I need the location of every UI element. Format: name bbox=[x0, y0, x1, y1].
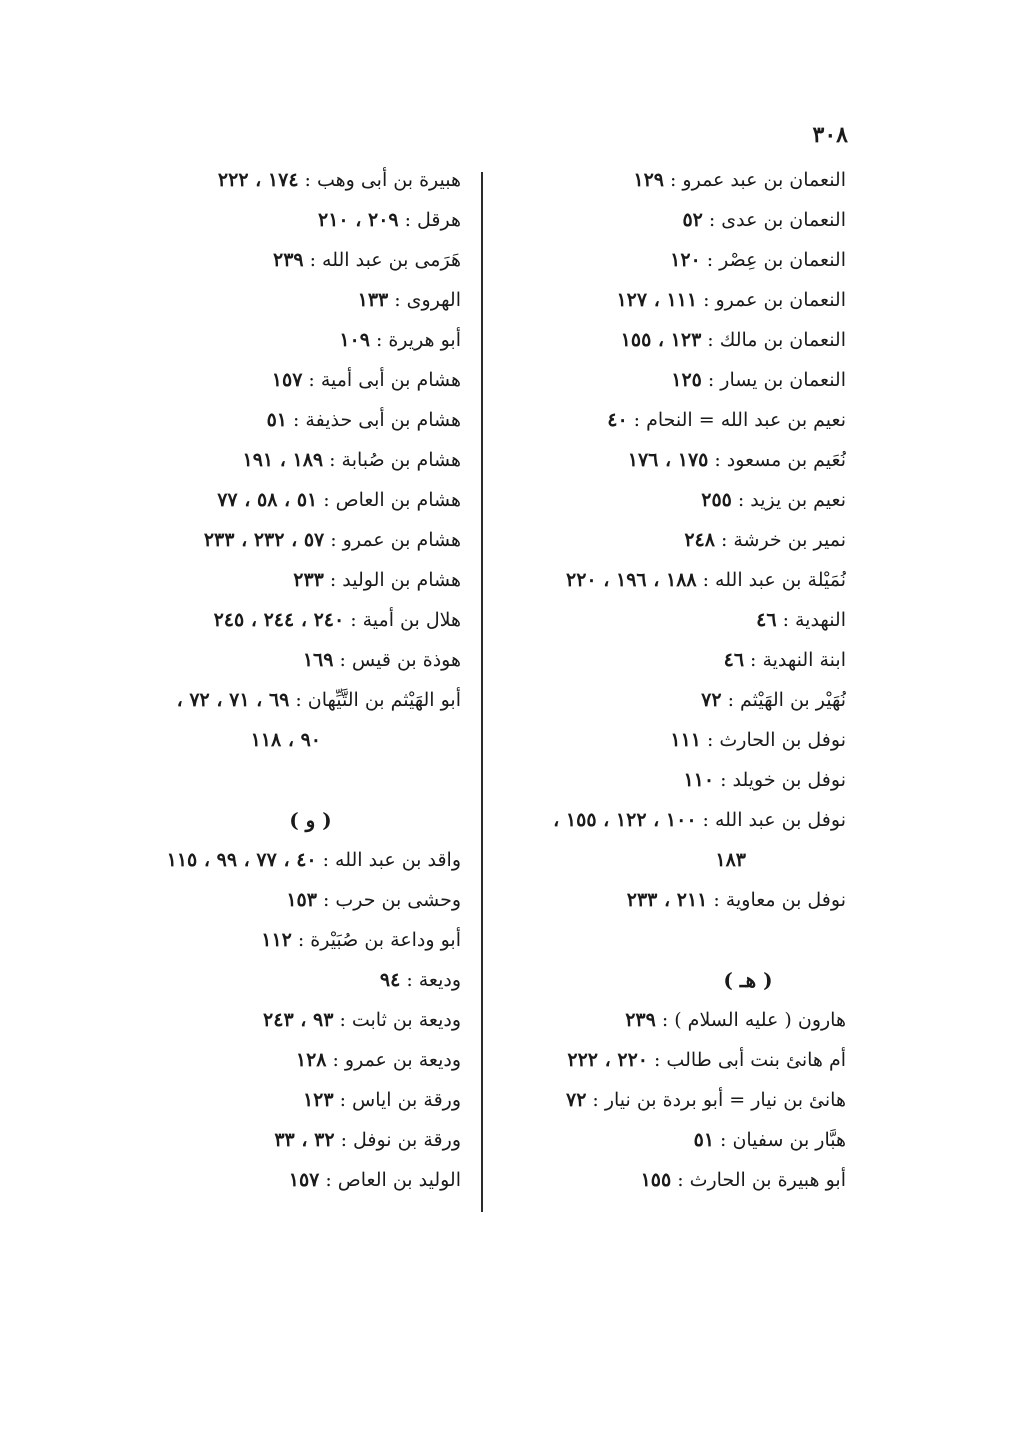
entry-separator: : bbox=[330, 529, 337, 551]
entry-separator: : bbox=[750, 649, 757, 671]
entry-pages: ٥٧ ، ٢٣٢ ، ٢٣٣ bbox=[203, 529, 325, 551]
entry-name: وديعة بن ثابت bbox=[351, 1009, 461, 1031]
blank-line bbox=[480, 920, 846, 960]
index-entry bbox=[70, 640, 461, 680]
entry-name: ورقة بن نوفل bbox=[352, 1129, 461, 1151]
entry-separator: : bbox=[339, 649, 346, 671]
index-entry-continuation bbox=[70, 720, 461, 760]
entry-pages: ١٨٣ bbox=[715, 849, 746, 871]
entry-separator: : bbox=[708, 209, 716, 231]
entry-separator: : bbox=[720, 1129, 727, 1151]
entry-pages: ١٥٥ bbox=[640, 1169, 672, 1191]
entry-pages: ٢٣٩ bbox=[625, 1009, 656, 1031]
index-entry bbox=[70, 1120, 461, 1160]
entry-separator: : bbox=[703, 289, 710, 311]
entry-name: نُهَيْر بن الهَيْثم bbox=[739, 689, 846, 711]
entry-pages: ٥١ ، ٥٨ ، ٧٧ bbox=[217, 489, 318, 511]
entry-separator: : bbox=[707, 369, 715, 391]
entry-pages: ٢١١ ، ٢٣٣ bbox=[626, 889, 708, 911]
entry-pages: ١٢٥ bbox=[671, 369, 702, 391]
entry-pages: ١٨٩ ، ١٩١ bbox=[242, 449, 324, 471]
entry-name: هبيرة بن أبى وهب bbox=[316, 169, 461, 191]
index-column-right bbox=[480, 160, 846, 1200]
entry-name: النعمان بن عدى bbox=[721, 209, 846, 231]
entry-separator: : bbox=[720, 769, 727, 791]
entry-separator: : bbox=[340, 1129, 347, 1151]
index-entry bbox=[70, 1160, 461, 1200]
index-entry bbox=[70, 880, 461, 920]
entry-separator: : bbox=[297, 929, 305, 951]
index-entry bbox=[480, 280, 846, 320]
index-entry bbox=[480, 1080, 846, 1120]
entry-name: النعمان بن عمرو bbox=[715, 289, 846, 311]
entry-name: واقد بن عبد الله bbox=[335, 849, 461, 871]
entry-pages: ١٥٣ bbox=[286, 889, 317, 911]
index-entry bbox=[70, 920, 461, 960]
index-entry bbox=[70, 200, 461, 240]
entry-separator: : bbox=[325, 1169, 332, 1191]
index-entry bbox=[480, 520, 846, 560]
section-heading: ( و ) bbox=[289, 808, 332, 832]
entry-pages: ١٥٧ bbox=[271, 369, 303, 391]
index-entry bbox=[480, 440, 846, 480]
entry-pages: ١٢٣ ، ١٥٥ bbox=[620, 329, 702, 351]
index-entry-continuation bbox=[480, 840, 846, 880]
index-entry bbox=[480, 360, 846, 400]
entry-separator: : bbox=[677, 1169, 684, 1191]
index-entry bbox=[70, 160, 461, 200]
index-entry bbox=[70, 280, 461, 320]
entry-name: نُعَيم بن مسعود bbox=[726, 449, 846, 471]
entry-name: هَرَمى بن عبد الله bbox=[322, 249, 461, 271]
entry-name: هوذة بن قيس bbox=[351, 649, 461, 671]
entry-separator: : bbox=[295, 689, 302, 711]
page-number: ٣٠٨ bbox=[812, 122, 848, 148]
entry-separator: : bbox=[308, 369, 315, 391]
index-column-left bbox=[70, 160, 461, 1200]
entry-pages: ١٢٣ bbox=[302, 1089, 334, 1111]
entry-pages: ٥١ bbox=[266, 409, 287, 431]
index-entry bbox=[480, 1120, 846, 1160]
entry-separator: : bbox=[633, 409, 641, 431]
entry-pages: ٣٢ ، ٣٣ bbox=[274, 1129, 335, 1151]
entry-name: هشام بن أبى أمية bbox=[320, 369, 461, 391]
index-entry bbox=[480, 760, 846, 800]
entry-separator: : bbox=[375, 329, 383, 351]
entry-name: هشام بن أبى حذيفة bbox=[305, 409, 461, 431]
entry-separator: : bbox=[737, 489, 745, 511]
index-entry bbox=[480, 160, 846, 200]
entry-pages: ١٧٤ ، ٢٢٢ bbox=[217, 169, 299, 191]
entry-separator: : bbox=[329, 449, 336, 471]
entry-separator: : bbox=[292, 409, 300, 431]
entry-name: النهدية bbox=[794, 609, 846, 631]
entry-name: هشام بن صُبابة bbox=[341, 449, 461, 471]
index-entry bbox=[480, 1160, 846, 1200]
index-entry bbox=[70, 320, 461, 360]
entry-name: النعمان بن عِصْر bbox=[719, 249, 846, 271]
entry-pages: ٢٢٠ ، ٢٢٢ bbox=[567, 1049, 649, 1071]
entry-name: ورقة بن اياس bbox=[352, 1089, 461, 1111]
entry-separator: : bbox=[329, 569, 337, 591]
entry-name: نمير بن خرشة bbox=[733, 529, 846, 551]
entry-separator: : bbox=[670, 169, 677, 191]
entry-separator: : bbox=[322, 889, 330, 911]
entry-name: هشام بن عمرو bbox=[342, 529, 461, 551]
index-entry bbox=[480, 600, 846, 640]
index-entry bbox=[70, 840, 461, 880]
entry-name: وديعة بن عمرو bbox=[344, 1049, 461, 1071]
index-entry bbox=[480, 480, 846, 520]
entry-pages: ١٠٩ bbox=[339, 329, 370, 351]
entry-pages: ٦٩ ، ٧١ ، ٧٢ ، bbox=[176, 689, 290, 711]
entry-name: وديعة bbox=[418, 969, 461, 991]
entry-separator: : bbox=[714, 449, 721, 471]
index-entry bbox=[480, 1040, 846, 1080]
entry-separator: : bbox=[702, 569, 710, 591]
index-entry bbox=[480, 200, 846, 240]
index-entry bbox=[480, 320, 846, 360]
index-entry bbox=[70, 680, 461, 720]
entry-name: النعمان بن عبد عمرو bbox=[682, 169, 846, 191]
entry-name: الوليد بن العاص bbox=[337, 1169, 461, 1191]
entry-name: النعمان بن مالك bbox=[719, 329, 846, 351]
index-entry bbox=[70, 440, 461, 480]
entry-name: هرقل bbox=[417, 209, 461, 231]
entry-name: نوفل بن معاوية bbox=[725, 889, 846, 911]
entry-pages: ٢٣٩ bbox=[272, 249, 304, 271]
entry-separator: : bbox=[404, 209, 412, 231]
entry-name: نعيم بن عبد الله = النحام bbox=[646, 409, 846, 431]
index-entry bbox=[480, 720, 846, 760]
entry-pages: ٥٢ bbox=[682, 209, 703, 231]
entry-separator: : bbox=[339, 1009, 346, 1031]
index-entry bbox=[70, 480, 461, 520]
entry-name: هشام بن الوليد bbox=[342, 569, 461, 591]
entry-pages: ١١١ bbox=[670, 729, 701, 751]
index-entry bbox=[70, 600, 461, 640]
entry-pages: ١٧٥ ، ١٧٦ bbox=[627, 449, 709, 471]
entry-name: هبَّار بن سفيان bbox=[732, 1129, 846, 1151]
entry-separator: : bbox=[706, 249, 714, 271]
entry-separator: : bbox=[350, 609, 357, 631]
entry-pages: ١٨٨ ، ١٩٦ ، ٢٢٠ bbox=[566, 569, 697, 591]
blank-line bbox=[70, 760, 461, 800]
entry-name: أبو هبيرة بن الحارث bbox=[689, 1169, 846, 1191]
entry-pages: ٩٤ bbox=[379, 969, 401, 991]
entry-name: نوفل بن عبد الله bbox=[714, 809, 846, 831]
index-entry bbox=[70, 400, 461, 440]
entry-pages: ٢٠٩ ، ٢١٠ bbox=[317, 209, 399, 231]
entry-pages: ١٠٠ ، ١٢٢ ، ١٥٥ ، bbox=[553, 809, 697, 831]
entry-name: أبو وداعة بن صُبَيْرة bbox=[310, 929, 461, 951]
entry-separator: : bbox=[406, 969, 413, 991]
entry-pages: ١٦٩ bbox=[302, 649, 334, 671]
section-heading: ( هـ ) bbox=[723, 968, 773, 992]
index-entry bbox=[480, 640, 846, 680]
entry-pages: ٧٢ bbox=[701, 689, 722, 711]
index-entry bbox=[70, 360, 461, 400]
entry-pages: ٤٦ bbox=[723, 649, 745, 671]
entry-pages: ٢٣٣ bbox=[293, 569, 324, 591]
entry-name: نُمَيْلة بن عبد الله bbox=[715, 569, 846, 591]
entry-name: هشام بن العاص bbox=[335, 489, 461, 511]
entry-pages: ١١٠ bbox=[683, 769, 715, 791]
entry-name: نوفل بن خويلد bbox=[732, 769, 846, 791]
entry-pages: ١٢٩ bbox=[633, 169, 664, 191]
entry-name: نوفل بن الحارث bbox=[719, 729, 846, 751]
entry-pages: ٤٦ bbox=[756, 609, 777, 631]
index-entry bbox=[70, 1080, 461, 1120]
index-entry bbox=[480, 400, 846, 440]
entry-separator: : bbox=[322, 849, 330, 871]
entry-separator: : bbox=[332, 1049, 339, 1071]
index-entry bbox=[480, 880, 846, 920]
index-entry bbox=[70, 520, 461, 560]
entry-pages: ١٢٨ bbox=[295, 1049, 327, 1071]
entry-separator: : bbox=[592, 1089, 599, 1111]
index-entry bbox=[70, 960, 461, 1000]
entry-separator: : bbox=[323, 489, 330, 511]
entry-pages: ٤٠ ، ٧٧ ، ٩٩ ، ١١٥ bbox=[166, 849, 317, 871]
entry-separator: : bbox=[702, 809, 709, 831]
index-entry bbox=[480, 240, 846, 280]
entry-separator: : bbox=[782, 609, 789, 631]
entry-name: هانئ بن نيار = أبو بردة بن نيار bbox=[604, 1089, 846, 1111]
entry-pages: ٢٤٨ bbox=[684, 529, 715, 551]
entry-separator: : bbox=[727, 689, 734, 711]
entry-separator: : bbox=[339, 1089, 346, 1111]
entry-pages: ١١٢ bbox=[261, 929, 292, 951]
entry-name: هارون ( عليه السلام ) bbox=[674, 1009, 846, 1031]
entry-pages: ١٣٣ bbox=[357, 289, 389, 311]
entry-name: وحشى بن حرب bbox=[335, 889, 461, 911]
entry-pages: ٤٠ bbox=[607, 409, 628, 431]
entry-name: الهروى bbox=[406, 289, 461, 311]
entry-separator: : bbox=[707, 729, 714, 751]
index-entry bbox=[480, 680, 846, 720]
index-entry bbox=[70, 1000, 461, 1040]
entry-pages: ٥١ bbox=[693, 1129, 715, 1151]
entry-pages: ٧٢ bbox=[565, 1089, 587, 1111]
entry-separator: : bbox=[304, 169, 311, 191]
entry-separator: : bbox=[394, 289, 401, 311]
entry-pages: ١٥٧ bbox=[288, 1169, 320, 1191]
column-divider bbox=[481, 172, 483, 1212]
entry-pages: ١١١ ، ١٢٧ bbox=[616, 289, 698, 311]
entry-pages: ٩٣ ، ٢٤٣ bbox=[263, 1009, 334, 1031]
entry-name: هلال بن أمية bbox=[362, 609, 461, 631]
index-entry bbox=[70, 1040, 461, 1080]
index-entry bbox=[70, 240, 461, 280]
index-entry bbox=[70, 560, 461, 600]
entry-separator: : bbox=[661, 1009, 669, 1031]
entry-separator: : bbox=[713, 889, 720, 911]
entry-name: ابنة النهدية bbox=[762, 649, 846, 671]
entry-separator: : bbox=[654, 1049, 661, 1071]
entry-pages: ١٢٠ bbox=[670, 249, 701, 271]
index-entry bbox=[480, 1000, 846, 1040]
entry-name: أم هانئ بنت أبى طالب bbox=[666, 1049, 846, 1071]
entry-name: نعيم بن يزيد bbox=[750, 489, 846, 511]
entry-name: النعمان بن يسار bbox=[720, 369, 846, 391]
entry-pages: ٢٥٥ bbox=[701, 489, 732, 511]
entry-separator: : bbox=[707, 329, 714, 351]
entry-separator: : bbox=[720, 529, 728, 551]
entry-name: أبو هريرة bbox=[388, 329, 461, 351]
entry-name: أبو الهَيْثم بن التَّيِّهان bbox=[307, 689, 461, 711]
entry-separator: : bbox=[309, 249, 317, 271]
index-entry bbox=[480, 560, 846, 600]
entry-pages: ٢٤٠ ، ٢٤٤ ، ٢٤٥ bbox=[213, 609, 345, 631]
entry-pages: ٩٠ ، ١١٨ bbox=[250, 729, 321, 751]
index-entry bbox=[480, 800, 846, 840]
